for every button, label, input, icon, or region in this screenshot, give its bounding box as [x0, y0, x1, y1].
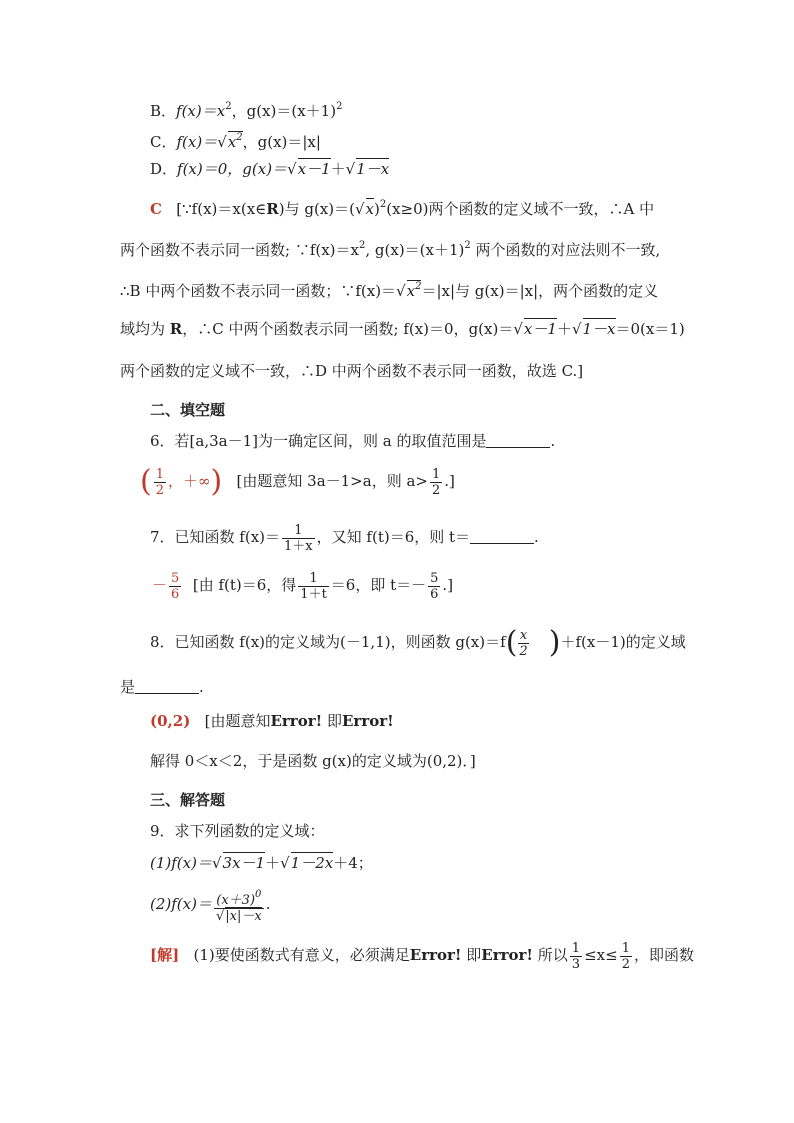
question-7: 7．已知函数 f(x)＝ $\frac{1}{1+x}$ ，又知 f(t)＝6，则 t＝ .	[150, 522, 539, 554]
option-b: B．$f(x)=x^2$，$g(x)=(x+1)^2$	[150, 101, 343, 120]
q5-answer-line2: 两个函数不表示同一函数; $\because f(x)=x^2$, $g(x)=(x+1)^2$ 两个函数的对应法则不一致,	[120, 240, 661, 259]
question-9-part2: (2)f(x)＝ $\frac{(x+3)^0}{√|x|-x}$ .	[150, 888, 271, 924]
q8-answer-cont: 解得 0＜x＜2，于是函数 g(x)的定义域为(0,2)．]	[150, 752, 476, 770]
option-c: C．$f(x)=√x^2$，g(x)＝|x|	[150, 132, 321, 151]
solution-tag: [解]	[150, 946, 180, 964]
answer-blank	[135, 679, 199, 694]
question-8-cont: 是 .	[120, 678, 204, 696]
q8-answer: (0,2) [由题意知Error! 即Error!	[150, 712, 394, 730]
option-d: D．f(x)＝0，g(x)＝√x－1＋√1－x	[150, 160, 390, 178]
sqrt-sign: √	[217, 133, 227, 151]
q5-answer-line1: C [∵f(x)＝x(x∈R)与 $g(x)=(√x)^2(x\ge 0)$两个函数的定义域不一致，∴A 中	[150, 199, 655, 218]
answer-letter: C	[150, 200, 162, 218]
question-9-part1: (1)f(x)＝√3x－1＋√1－2x＋4；	[150, 854, 373, 872]
q5-answer-line4: 域均为 R，∴C 中两个函数表示同一函数; f(x)＝0，g(x)＝√x－1＋√1－x＝0(x＝1)	[120, 320, 685, 338]
section-answer: 三、解答题	[150, 791, 226, 809]
q5-answer-line3: ∴B 中两个函数不表示同一函数；$\because f(x)=√x^2=|x|$与 g(x)＝|x|，两个函数的定义	[120, 281, 659, 300]
radicand: $x^2$	[227, 132, 243, 151]
answer-blank	[486, 433, 550, 448]
question-6: 6．若[a,3a－1]为一确定区间，则 a 的取值范围是 .	[150, 432, 556, 450]
question-8: 8．已知函数 f(x)的定义域为(－1,1)，则函数 g(x)＝f( $\frac{x}{2}$ )＋f(x－1)的定义域	[150, 625, 686, 660]
q7-answer: － $\frac{5}{6}$ [由 f(t)＝6，得 $\frac{1}{1+t}$ ＝6，即 t＝－ $\frac{5}{6}$ .]	[152, 570, 454, 602]
answer-blank	[470, 529, 534, 544]
q5-answer-line5: 两个函数的定义域不一致，∴D 中两个函数不表示同一函数，故选 C.]	[120, 362, 584, 380]
q6-answer: ( $\frac{1}{2}$ ，＋∞) [由题意知 3a－1>a，则 a> $\frac{1}{2}$ .]	[140, 464, 455, 499]
question-9: 9．求下列函数的定义域：	[150, 822, 325, 840]
q9-answer: [解] (1)要使函数式有意义，必须满足Error! 即Error! 所以 $\frac{1}{3}$ ≤x≤ $\frac{1}{2}$ ，即函数	[150, 940, 694, 972]
section-fill-in: 二、填空题	[150, 401, 226, 419]
